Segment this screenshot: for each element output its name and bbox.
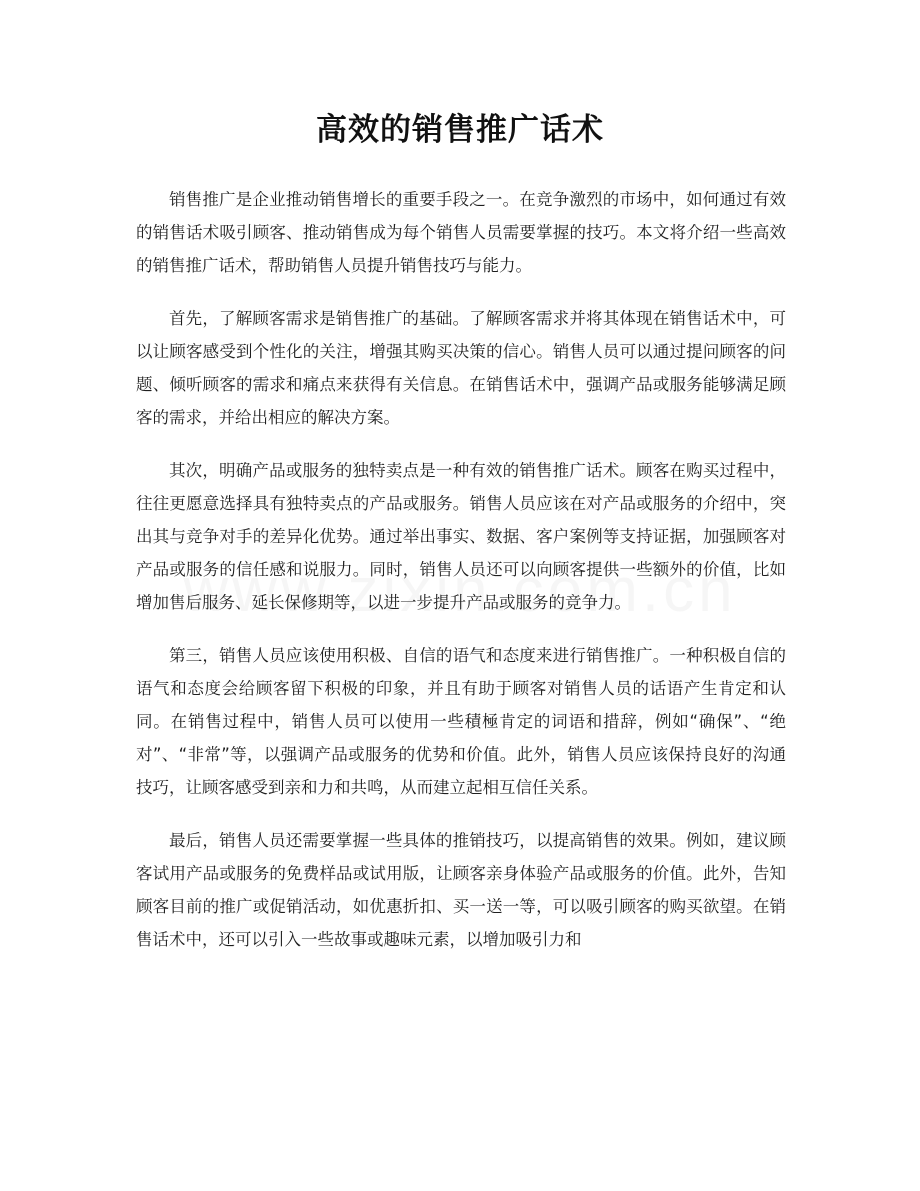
paragraph-second: 其次，明确产品或服务的独特卖点是一种有效的销售推广话术。顾客在购买过程中，往往更愿意选择具有独特卖点的产品或服务。销售人员应该在对产品或服务的介绍中，突出其与竞争对手的差异化优势。通过举出事实、数据、客户案例等支持证据，加强顾客对产品或服务的信任感和说服力。同时，销售人员还可以向顾客提供一些额外的价值，比如增加售后服务、延长保修期等，以进一步提升产品或服务的竞争力。 bbox=[136, 461, 786, 612]
paragraph-first: 首先，了解顾客需求是销售推广的基础。了解顾客需求并将其体现在销售话术中，可以让顾客感受到个性化的关注，增强其购买决策的信心。销售人员可以通过提问顾客的问题、倾听顾客的需求和痛点来获得有关信息。在销售话术中，强调产品或服务能够满足顾客的需求，并给出相应的解决方案。 bbox=[136, 309, 786, 427]
document-title: 高效的销售推广话术 bbox=[316, 112, 604, 148]
paragraph-last: 最后，销售人员还需要掌握一些具体的推销技巧，以提高销售的效果。例如，建议顾客试用产品或服务的免费样品或试用版，让顾客亲身体验产品或服务的价值。此外，告知顾客目前的推广或促销活动，如优惠折扣、买一送一等，可以吸引顾客的购买欲望。在销售话术中，还可以引入一些故事或趣味元素，以增加吸引力和 bbox=[136, 831, 786, 949]
paragraph-intro: 销售推广是企业推动销售增长的重要手段之一。在竞争激烈的市场中，如何通过有效的销售话术吸引顾客、推动销售成为每个销售人员需要掌握的技巧。本文将介绍一些高效的销售推广话术，帮助销售人员提升销售技巧与能力。 bbox=[136, 190, 786, 275]
document-body bbox=[136, 183, 786, 976]
paragraph-third: 第三，销售人员应该使用积极、自信的语气和态度来进行销售推广。一种积极自信的语气和态度会给顾客留下积极的印象，并且有助于顾客对销售人员的话语产生肯定和认同。在销售过程中，销售人员可以使用一些積極肯定的词语和措辞，例如“确保”、“绝对”、“非常”等，以强调产品或服务的优势和价值。此外，销售人员应该保持良好的沟通技巧，让顾客感受到亲和力和共鸣，从而建立起相互信任关系。 bbox=[136, 646, 786, 797]
